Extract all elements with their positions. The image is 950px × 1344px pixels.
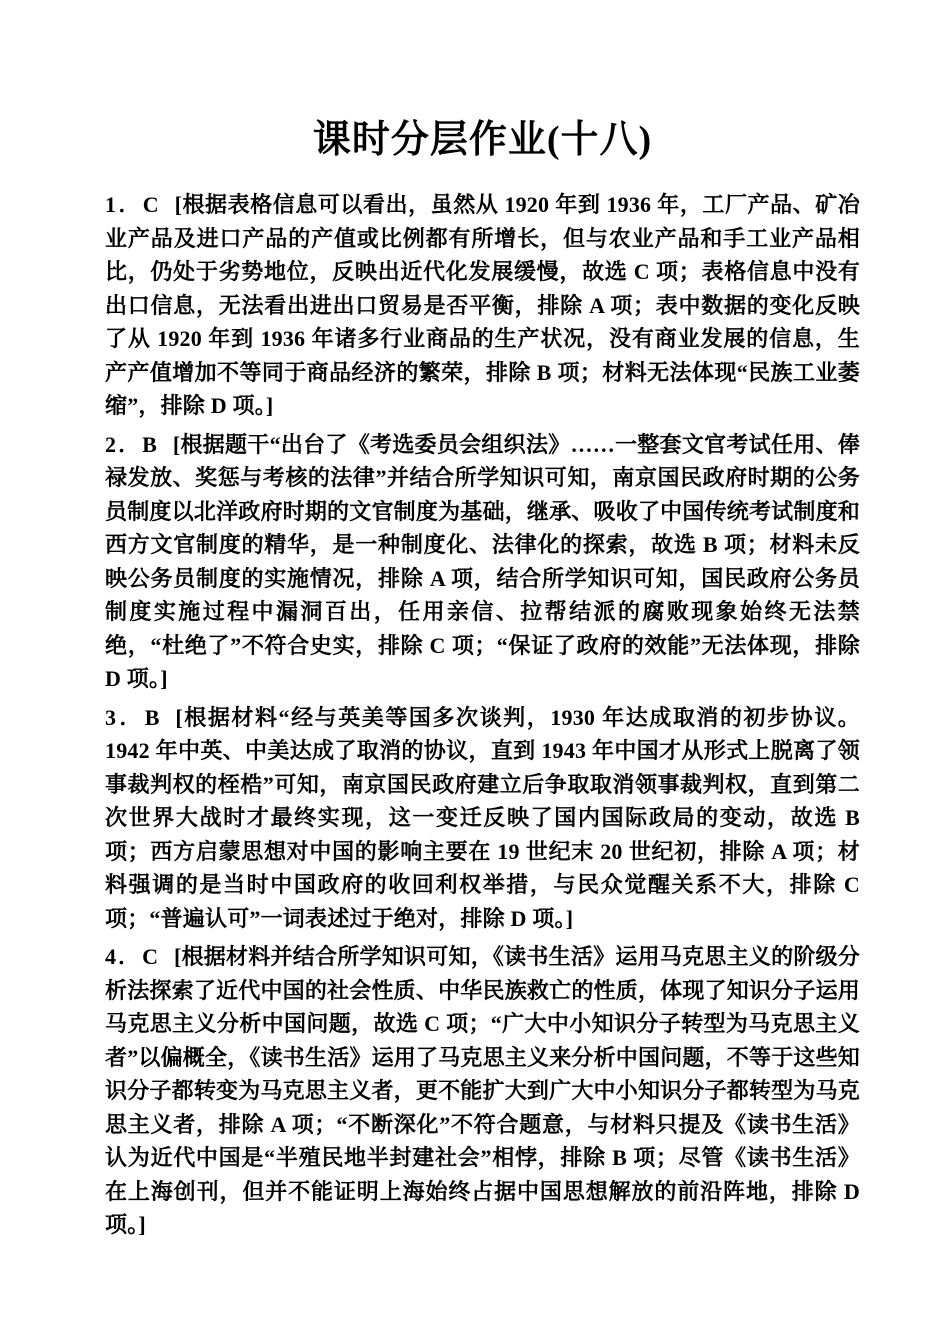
page-title: 课时分层作业(十八) xyxy=(312,119,653,161)
answer-label: 4．C xyxy=(105,944,160,969)
answer-item-3 xyxy=(105,701,860,936)
answer-item-2 xyxy=(105,428,860,696)
answer-label: 2．B xyxy=(105,431,159,457)
answer-text: [根据材料并结合所学知识可知，《读书生活》运用马克思主义的阶级分析法探索了近代中国的社会性质、中华民族救亡的性质，体现了知识分子运用马克思主义分析中国问题，故选 C 项；“广大中小知识分子转型为马克思主义者”以偏概全，《读书生活》运用了马克思主义来分析中国问题，不等于这些知识分子都转变为马克思主义者，更不能扩大到广大中小知识分子都转型为马克思主义者，排除 A 项；“不断深化”不符合题意，与材料只提及《读书生活》认为近代中国是“半殖民地半封建社会”相悖，排除 B 项；尽管《读书生活》在上海创刊，但并不能证明上海始终占据中国思想解放的前沿阵地，排除 D 项。] xyxy=(105,944,861,1237)
answer-label: 3．B xyxy=(105,704,162,730)
answer-text: [根据题干“出台了《考选委员会组织法》……一整套文官考试任用、俸禄发放、奖惩与考核的法律”并结合所学知识可知，南京国民政府时期的公务员制度以北洋政府时期的文官制度为基础，继承、吸收了中国传统考试制度和西方文官制度的精华，是一种制度化、法律化的探索，故选 B 项；材料未反映公务员制度的实施情况，排除 A 项，结合所学知识可知，国民政府公务员制度实施过程中漏洞百出，任用亲信、拉帮结派的腐败现象始终无法禁绝，“杜绝了”不符合史实，排除 C 项；“保证了政府的效能”无法体现，排除 D 项。] xyxy=(105,431,860,691)
answer-text: [根据材料“经与英美等国多次谈判，1930 年达成取消的初步协议。1942 年中英、中美达成了取消的协议，直到 1943 年中国才从形式上脱离了领事裁判权的桎梏”可知，南京国民政府建立后争取取消领事裁判权，直到第二次世界大战时才最终实现，这一变迁反映了国内国际政局的变动，故选 B 项；西方启蒙思想对中国的影响主要在 19 世纪末 20 世纪初，排除 A 项；材料强调的是当时中国政府的收回利权举措，与民众觉醒关系不大，排除 C 项；“普遍认可”一词表述过于绝对，排除 D 项。] xyxy=(105,704,860,931)
answer-label: 1．C xyxy=(105,192,161,217)
answer-text: [根据表格信息可以看出，虽然从 1920 年到 1936 年，工厂产品、矿冶业产品及进口产品的产值或比例都有所增长，但与农业产品和手工业产品相比，仍处于劣势地位，反映出近代化发展缓慢，故选 C 项；表格信息中没有出口信息，无法看出进出口贸易是否平衡，排除 A 项；表中数据的变化反映了从 1920 年到 1936 年诸多行业商品的生产状况，没有商业发展的信息，生产产值增加不等同于商品经济的繁荣，排除 B 项；材料无法体现“民族工业萎缩”，排除 D 项。] xyxy=(105,192,860,418)
answer-item-1 xyxy=(105,188,860,423)
answer-item-4 xyxy=(105,940,860,1242)
